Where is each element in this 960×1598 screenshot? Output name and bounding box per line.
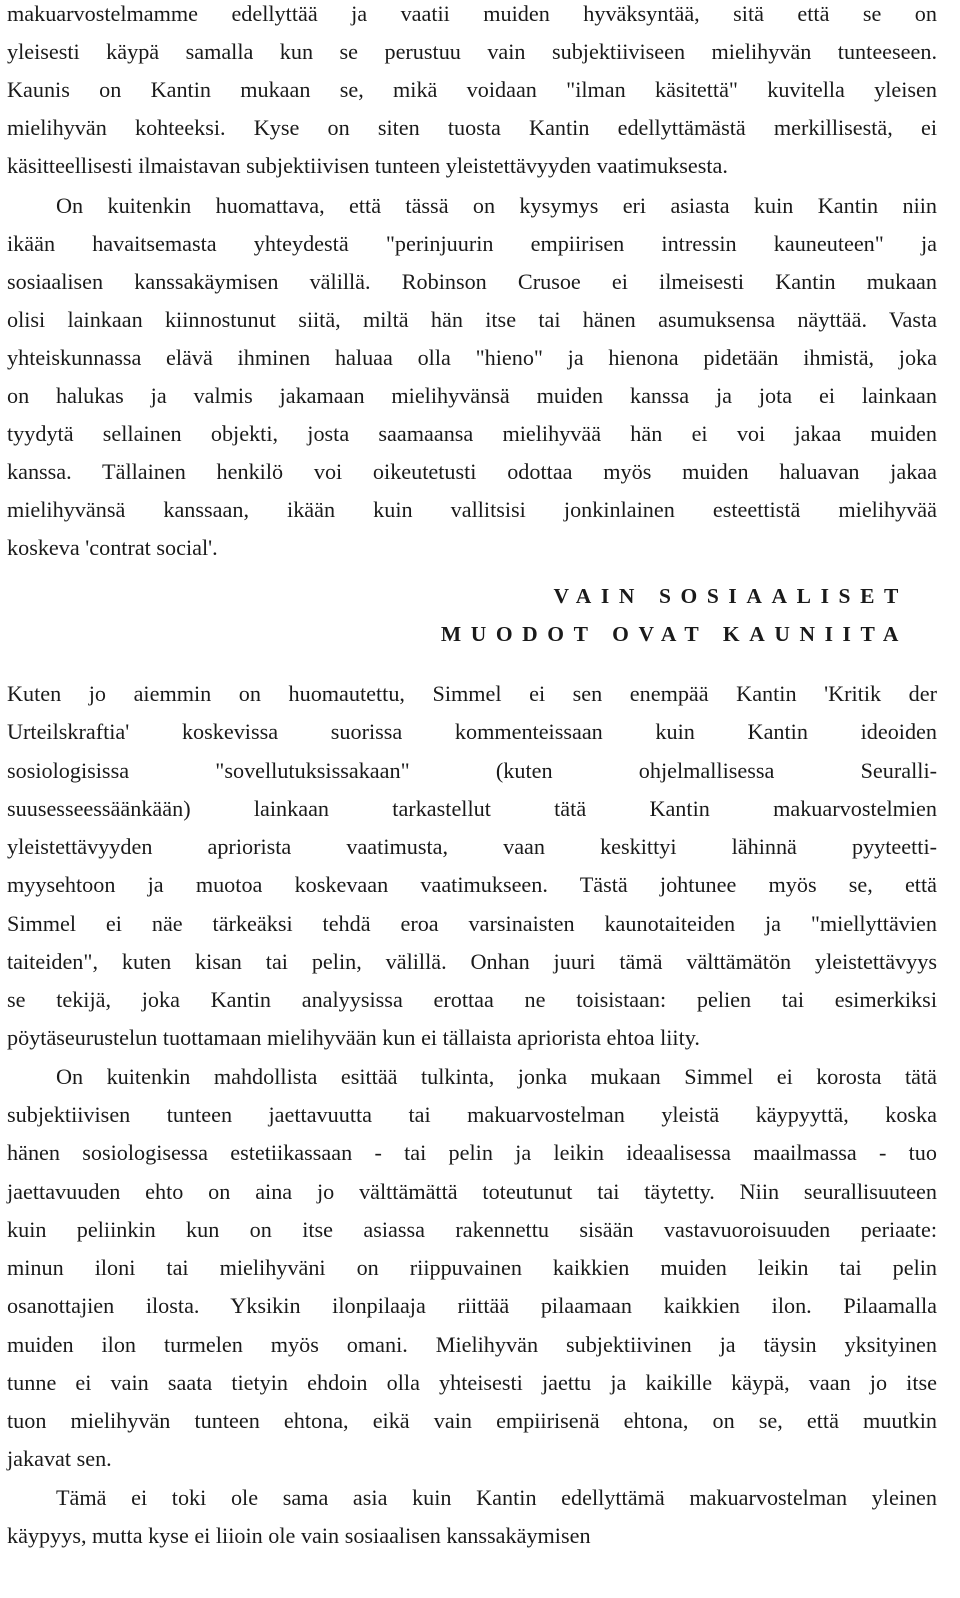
text-line: minun iloni tai mielihyväni on riippuvainen kaikkien muiden leikin tai pelin: [7, 1255, 937, 1280]
text-line: mielihyvänsä kanssaan, ikään kuin vallitsisi jonkinlainen esteettistä mielihyvää: [7, 497, 937, 522]
text-line: Urteilskraftia' koskevissa suorissa kommenteissaan kuin Kantin ideoiden: [7, 719, 937, 744]
text-line: osanottajien ilosta. Yksikin ilonpilaaja riittää pilaamaan kaikkien ilon. Pilaamalla: [7, 1293, 937, 1318]
text-line: Kaunis on Kantin mukaan se, mikä voidaan "ilman käsitettä" kuvitella yleisen: [7, 77, 937, 102]
text-line: kuin peliinkin kun on itse asiassa rakennettu sisään vastavuoroisuuden periaate:: [7, 1217, 937, 1242]
text-line: taiteiden", kuten kisan tai pelin, välillä. Onhan juuri tämä välttämätön yleistettävyys: [7, 949, 937, 974]
text-line: ikään havaitsemasta yhteydestä "perinjuurin empiirisen intressin kauneuteen" ja: [7, 231, 937, 256]
text-line: tuon mielihyvän tunteen ehtona, eikä vain empiirisenä ehtona, on se, että muutkin: [7, 1408, 937, 1433]
text-line: Kuten jo aiemmin on huomautettu, Simmel ei sen enempää Kantin 'Kritik der: [7, 681, 937, 706]
text-line: sosiologisissa "sovellutuksissakaan" (kuten ohjelmallisessa Seuralli-: [7, 758, 937, 783]
text-line: käsitteellisesti ilmaistavan subjektiivisen tunteen yleistettävyyden vaatimuksesta.: [7, 153, 728, 178]
text-line: tyydytä sellainen objekti, josta saamaansa mielihyvää hän ei voi jakaa muiden: [7, 421, 937, 446]
text-line: mielihyvän kohteeksi. Kyse on siten tuosta Kantin edellyttämästä merkillisestä, ei: [7, 115, 937, 140]
text-line: kanssa. Tällainen henkilö voi oikeutetusti odottaa myös muiden haluavan jakaa: [7, 459, 937, 484]
text-line: se tekijä, joka Kantin analyysissa erottaa ne toisistaan: pelien tai esimerkiksi: [7, 987, 937, 1012]
text-line: On kuitenkin huomattava, että tässä on kysymys eri asiasta kuin Kantin niin: [56, 193, 937, 218]
text-line: yhteiskunnassa elävä ihminen haluaa olla "hieno" ja hienona pidetään ihmistä, joka: [7, 345, 937, 370]
text-line: jaettavuuden ehto on aina jo välttämättä toteutunut tai täytetty. Niin seurallisuuteen: [7, 1179, 937, 1204]
text-line: käypyys, mutta kyse ei liioin ole vain sosiaalisen kanssakäymisen: [7, 1523, 591, 1548]
text-line: jakavat sen.: [7, 1446, 112, 1471]
text-line: olisi lainkaan kiinnostunut siitä, miltä hän itse tai hänen asumuksensa näyttää. Vasta: [7, 307, 937, 332]
text-line: Simmel ei näe tärkeäksi tehdä eroa varsinaisten kaunotaiteiden ja "miellyttävien: [7, 911, 937, 936]
text-line: yleisesti käypä samalla kun se perustuu vain subjektiiviseen mielihyvän tunteeseen.: [7, 39, 937, 64]
text-line: on halukas ja valmis jakamaan mielihyvänsä muiden kanssa ja jota ei lainkaan: [7, 383, 937, 408]
text-line: hänen sosiologisessa estetiikassaan - tai pelin ja leikin ideaalisessa maailmassa - tuo: [7, 1140, 937, 1165]
text-line: koskeva 'contrat social'.: [7, 535, 218, 560]
text-line: sosiaalisen kanssakäymisen välillä. Robinson Crusoe ei ilmeisesti Kantin mukaan: [7, 269, 937, 294]
text-line: muiden ilon turmelen myös omani. Mielihyvän subjektiivinen ja täysin yksityinen: [7, 1332, 937, 1357]
section-heading-line-1: VAIN SOSIAALISET: [553, 584, 908, 608]
text-line: Tämä ei toki ole sama asia kuin Kantin edellyttämä makuarvostelman yleinen: [56, 1485, 937, 1510]
text-line: On kuitenkin mahdollista esittää tulkinta, jonka mukaan Simmel ei korosta tätä: [56, 1064, 937, 1089]
text-line: subjektiivisen tunteen jaettavuutta tai makuarvostelman yleistä käypyyttä, koska: [7, 1102, 937, 1127]
text-line: suusesseessäänkään) lainkaan tarkastellut tätä Kantin makuarvostelmien: [7, 796, 937, 821]
text-line: myysehtoon ja muotoa koskevaan vaatimukseen. Tästä johtunee myös se, että: [7, 872, 937, 897]
text-line: pöytäseurustelun tuottamaan mielihyvään kun ei tällaista apriorista ehtoa liity.: [7, 1025, 700, 1050]
text-line: makuarvostelmamme edellyttää ja vaatii muiden hyväksyntää, sitä että se on: [7, 1, 937, 26]
text-line: yleistettävyyden apriorista vaatimusta, vaan keskittyi lähinnä pyyteetti-: [7, 834, 937, 859]
section-heading-line-2: MUODOT OVAT KAUNIITA: [440, 622, 908, 646]
text-line: tunne ei vain saata tietyin ehdoin olla yhteisesti jaettu ja kaikille käypä, vaan jo itse: [7, 1370, 937, 1395]
